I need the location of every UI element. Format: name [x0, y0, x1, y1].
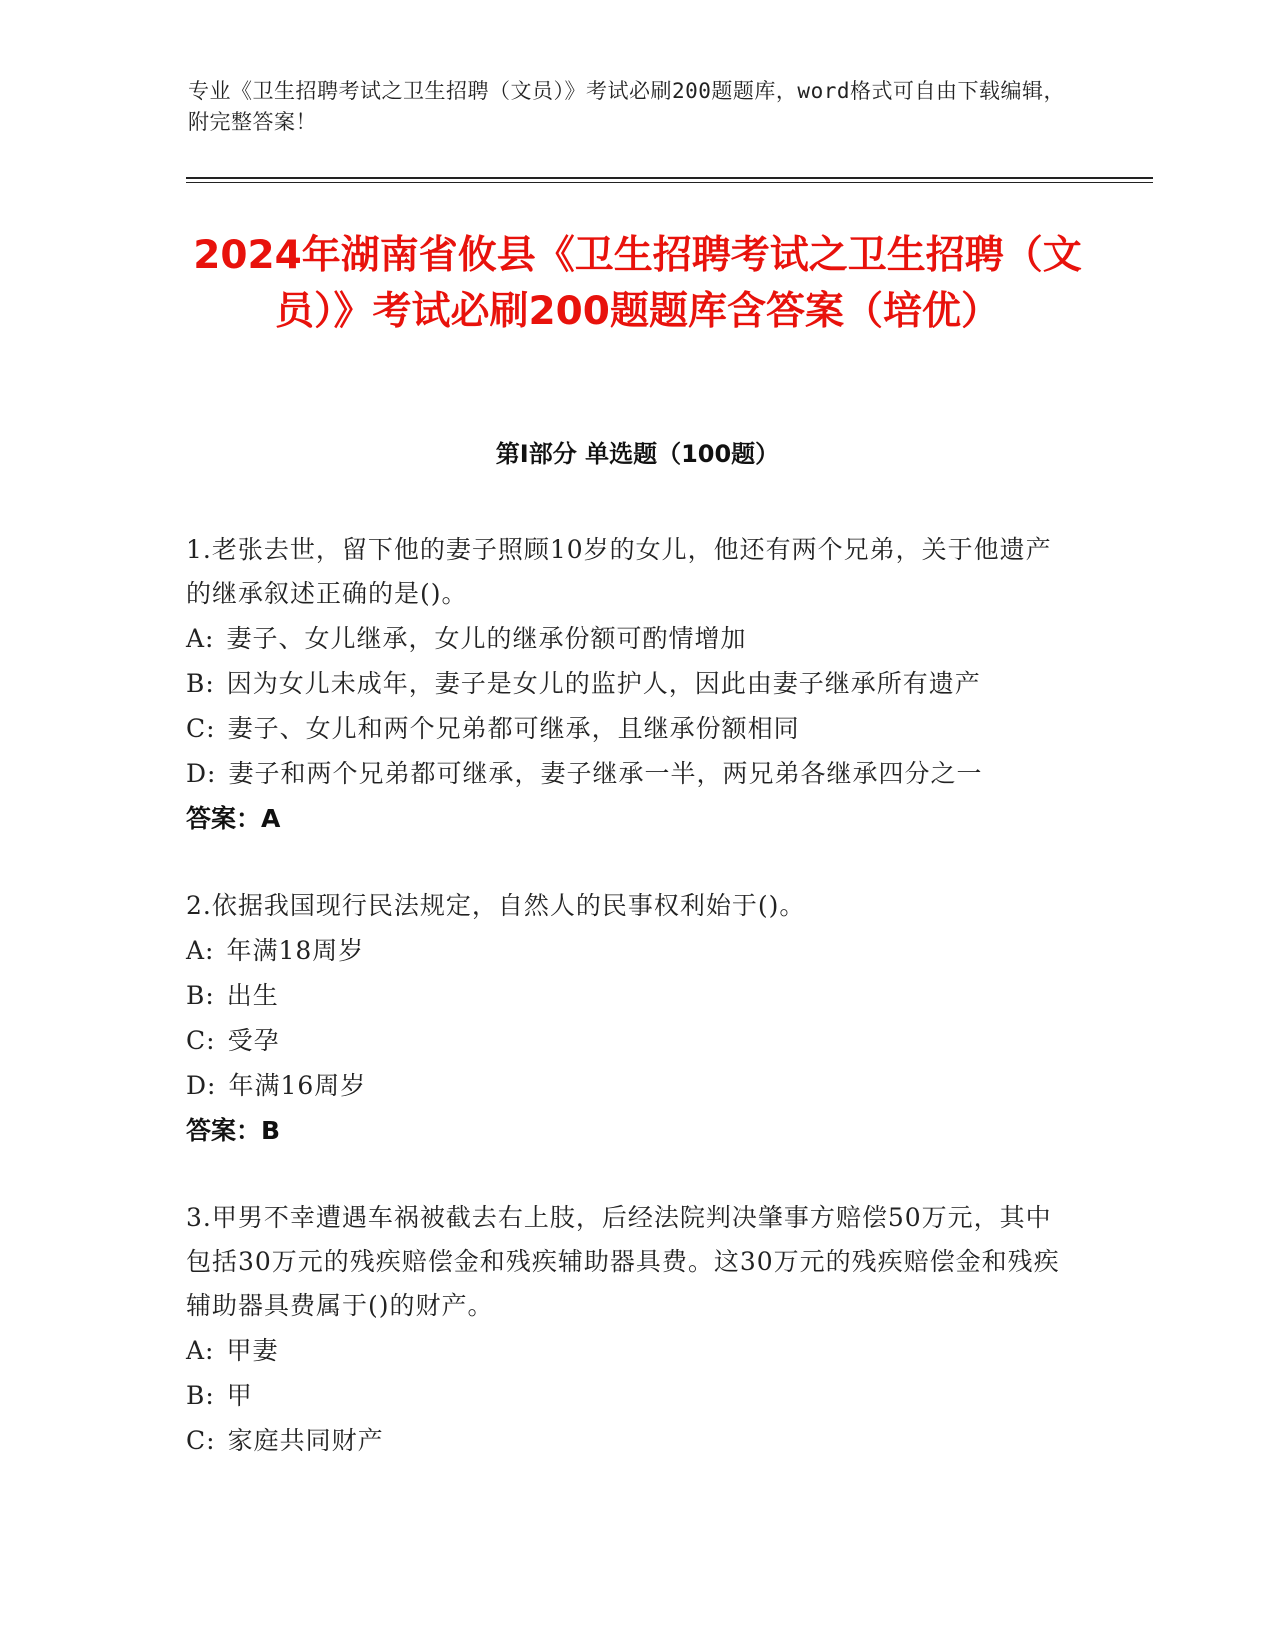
question-item: [186, 1196, 1066, 1463]
question-answer: [186, 1108, 1066, 1154]
option-letter: D:: [186, 759, 217, 788]
option-letter: B:: [186, 981, 215, 1010]
answer-label: 答案：: [186, 804, 262, 833]
question-stem: 1.老张去世，留下他的妻子照顾10岁的女儿，他还有两个兄弟，关于他遗产的继承叙述正确的是()。: [186, 535, 1052, 608]
section-title: 第Ⅰ部分 单选题（100题）: [495, 440, 780, 468]
answer-value: A: [261, 804, 281, 833]
question-option: [186, 973, 1066, 1018]
question-option: [186, 928, 1066, 973]
option-letter: A:: [186, 936, 215, 965]
question-option: [186, 751, 1066, 796]
question-item: [186, 884, 1066, 1154]
document-title: 2024年湖南省攸县《卫生招聘考试之卫生招聘（文员）》考试必刷200题题库含答案（培优）: [193, 233, 1082, 334]
option-text: 妻子、女儿继承，女儿的继承份额可酌情增加: [226, 624, 747, 653]
option-letter: C:: [186, 714, 216, 743]
option-letter: C:: [186, 1426, 216, 1455]
answer-label: 答案：: [186, 1116, 262, 1145]
header-divider-thin: [186, 182, 1153, 183]
question-stem: 2.依据我国现行民法规定，自然人的民事权利始于()。: [186, 891, 806, 920]
header-note: 专业《卫生招聘考试之卫生招聘（文员）》考试必刷200题题库，word格式可自由下载编辑，附完整答案！: [188, 79, 1065, 134]
question-list: [186, 528, 1066, 1505]
question-item: [186, 528, 1066, 842]
option-letter: C:: [186, 1026, 216, 1055]
question-option: [186, 1418, 1066, 1463]
option-letter: D:: [186, 1071, 217, 1100]
question-option: [186, 616, 1066, 661]
header-divider-thick: [186, 177, 1153, 179]
question-stem: 3.甲男不幸遭遇车祸被截去右上肢，后经法院判决肇事方赔偿50万元，其中包括30万元的残疾赔偿金和残疾辅助器具费。这30万元的残疾赔偿金和残疾辅助器具费属于()的财产。: [186, 1203, 1060, 1320]
question-option: [186, 1018, 1066, 1063]
question-option: [186, 1373, 1066, 1418]
option-letter: A:: [186, 1336, 215, 1365]
question-answer: [186, 796, 1066, 842]
option-text: 甲: [226, 1381, 253, 1410]
option-text: 年满18周岁: [226, 936, 365, 965]
option-letter: A:: [186, 624, 215, 653]
option-text: 妻子、女儿和两个兄弟都可继承，且继承份额相同: [227, 714, 800, 743]
option-text: 出生: [226, 981, 279, 1010]
question-option: [186, 1328, 1066, 1373]
option-text: 家庭共同财产: [227, 1426, 384, 1455]
option-text: 年满16周岁: [228, 1071, 367, 1100]
option-text: 甲妻: [226, 1336, 279, 1365]
option-text: 因为女儿未成年，妻子是女儿的监护人，因此由妻子继承所有遗产: [226, 669, 981, 698]
option-letter: B:: [186, 669, 215, 698]
option-text: 妻子和两个兄弟都可继承，妻子继承一半，两兄弟各继承四分之一: [228, 759, 983, 788]
question-option: [186, 706, 1066, 751]
option-text: 受孕: [227, 1026, 280, 1055]
question-option: [186, 1063, 1066, 1108]
answer-value: B: [261, 1116, 281, 1145]
option-letter: B:: [186, 1381, 215, 1410]
question-option: [186, 661, 1066, 706]
